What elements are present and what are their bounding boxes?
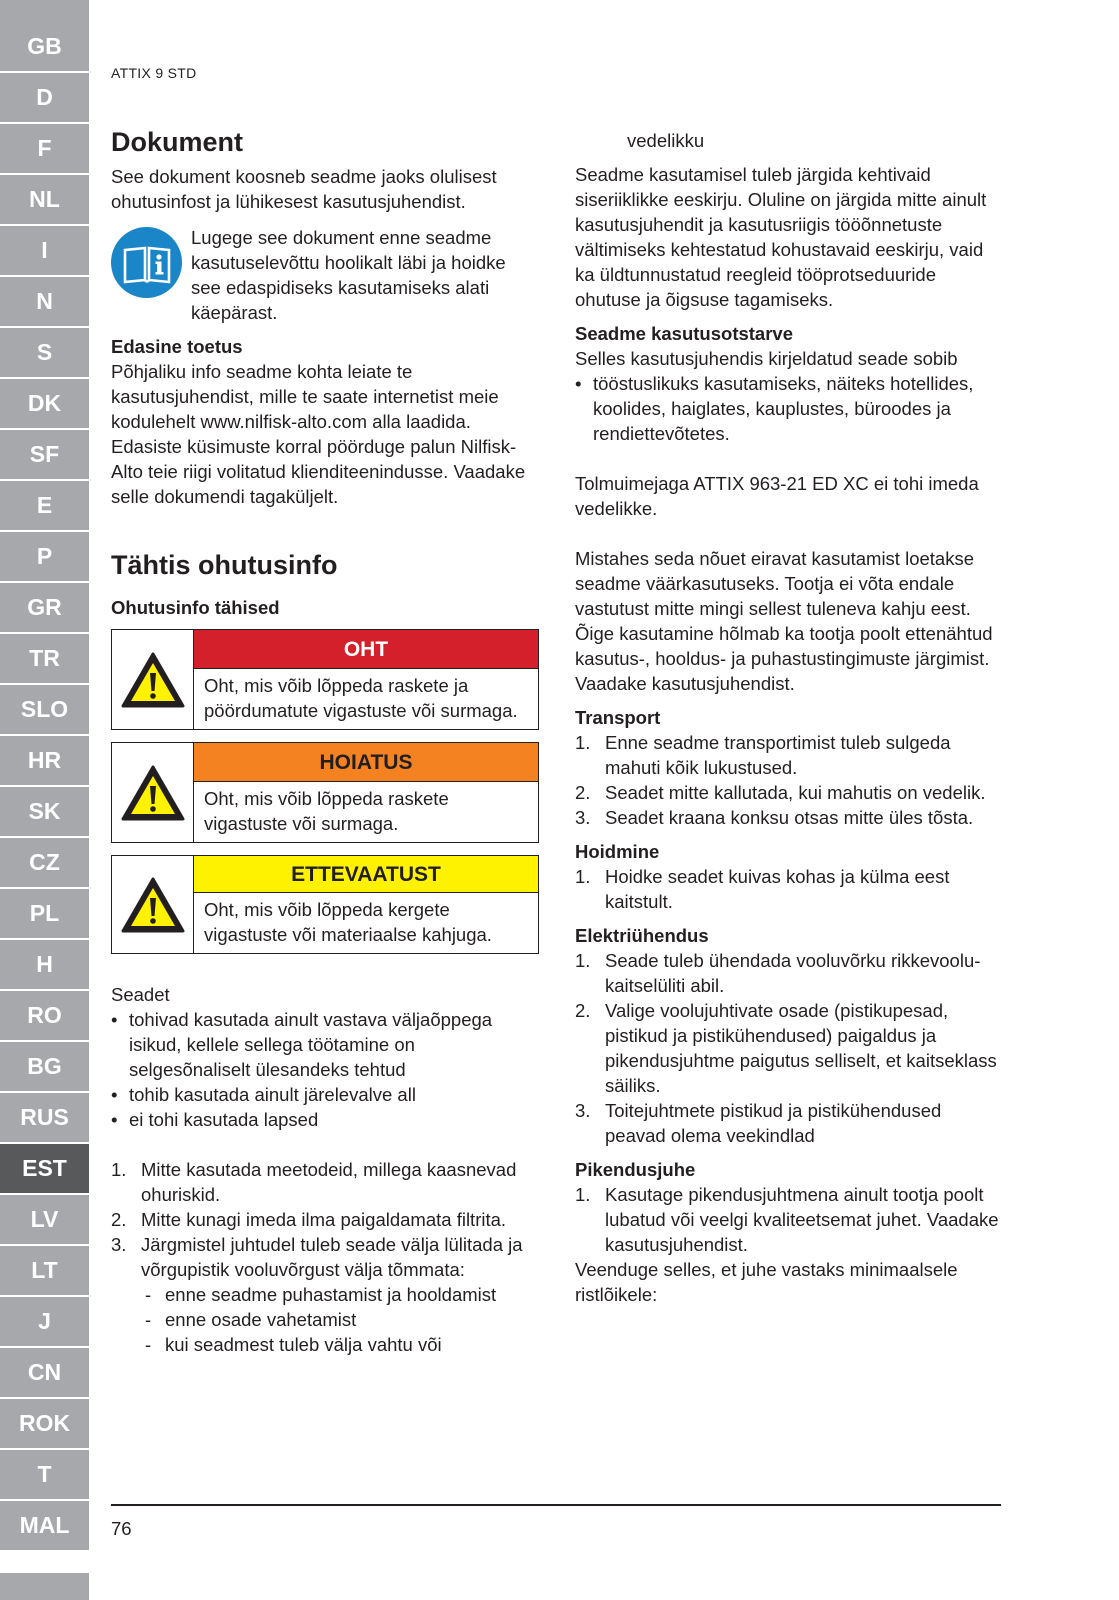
document-heading: Dokument <box>111 127 244 157</box>
lang-tab-gr[interactable]: GR <box>0 583 89 634</box>
lang-tab-ro[interactable]: RO <box>0 991 89 1042</box>
lang-tab-slo[interactable]: SLO <box>0 685 89 736</box>
model-header: ATTIX 9 STD <box>111 65 197 81</box>
warning-triangle-icon <box>112 630 194 729</box>
lang-tab-p[interactable]: P <box>0 532 89 583</box>
lang-tab-sf[interactable]: SF <box>0 430 89 481</box>
lang-tab-hr[interactable]: HR <box>0 736 89 787</box>
list-item: - enne seadme puhastamist ja hooldamist <box>145 1284 497 1305</box>
list-item: 1. Kasutage pikendusjuhtmena ainult tootja poolt lubatud või veelgi kvaliteetsemat juhet. Vaadake kasutusjuhendist. <box>575 1184 999 1255</box>
lang-tab-e[interactable]: E <box>0 481 89 532</box>
lang-tab-h[interactable]: H <box>0 940 89 991</box>
lang-tab-rus[interactable]: RUS <box>0 1093 89 1144</box>
warning-text: Oht, mis võib lõppeda raskete vigastuste või surmaga. <box>204 788 449 834</box>
list-item: 3. Toitejuhtmete pistikud ja pistikühendused peavad olema veekindlad <box>575 1100 942 1146</box>
read-manual-notice <box>111 225 539 325</box>
read-manual-icon-wrap <box>111 227 191 303</box>
list-item: • tööstuslikuks kasutamiseks, näiteks hotellides, koolides, haiglates, kauplustes, büroodes ja rendiettevõtetes. <box>575 373 974 444</box>
lang-tab-lv[interactable]: LV <box>0 1195 89 1246</box>
no-liquids-text: Tolmuimejaga ATTIX 963-21 ED XC ei tohi imeda vedelikke. <box>575 473 979 519</box>
caution-box <box>111 855 539 954</box>
list-item: 1. Hoidke seadet kuivas kohas ja külma eest kaitstult. <box>575 866 950 912</box>
lang-tab-j[interactable]: J <box>0 1297 89 1348</box>
lang-tab-cz[interactable]: CZ <box>0 838 89 889</box>
language-tab-strip <box>0 22 89 1552</box>
lang-tab-rok[interactable]: ROK <box>0 1399 89 1450</box>
read-manual-icon <box>111 227 182 298</box>
warning-title: HOIATUS <box>194 743 538 782</box>
lang-tab-s[interactable]: S <box>0 328 89 379</box>
transport-heading: Transport <box>575 707 661 728</box>
danger-warning-box <box>111 629 539 730</box>
lang-tab-gb[interactable]: GB <box>0 22 89 73</box>
list-item: 2. Seadet mitte kallutada, kui mahutis on vedelik. <box>575 782 986 803</box>
sidebar-bottom-fill <box>0 1573 89 1600</box>
lang-tab-nl[interactable]: NL <box>0 175 89 226</box>
lang-tab-tr[interactable]: TR <box>0 634 89 685</box>
danger-title: OHT <box>194 630 538 669</box>
cross-section-text: Veenduge selles, et juhe vastaks minimaalsele ristlõikele: <box>575 1259 958 1305</box>
safety-heading: Tähtis ohutusinfo <box>111 550 338 580</box>
lang-tab-lt[interactable]: LT <box>0 1246 89 1297</box>
list-item: 1. Seade tuleb ühendada vooluvõrku rikkevoolu-kaitselüliti abil. <box>575 950 981 996</box>
lang-tab-bg[interactable]: BG <box>0 1042 89 1093</box>
lang-tab-cn[interactable]: CN <box>0 1348 89 1399</box>
sidebar-top-fill <box>0 0 89 22</box>
device-intro: Seadet <box>111 984 170 1005</box>
warning-triangle-icon <box>112 743 194 842</box>
lang-tab-d[interactable]: D <box>0 73 89 124</box>
safety-symbols-heading: Ohutusinfo tähised <box>111 597 280 618</box>
electric-heading: Elektriühendus <box>575 925 709 946</box>
list-item: 1. Mitte kasutada meetodeid, millega kaasnevad ohuriskid. <box>111 1159 517 1205</box>
list-item: 3. Järgmistel juhtudel tuleb seade välja lülitada ja võrgupistik vooluvõrgust välja tõmmata: <box>111 1234 523 1280</box>
list-item: 2. Valige voolujuhtivate osade (pistikupesad, pistikud ja pistikühendused) paigaldus ja pikendusjuhtme paigutus selliselt, et kaitseklass säiliks. <box>575 1000 997 1096</box>
caution-text: Oht, mis võib lõppeda kergete vigastuste või materiaalse kahjuga. <box>204 899 492 945</box>
list-item: • tohivad kasutada ainult vastava väljaõppega isikud, kellele sellega töötamine on selgesõnaliselt ülesandeks tehtud <box>111 1009 493 1080</box>
warning-triangle-icon <box>112 856 194 953</box>
lang-tab-dk[interactable]: DK <box>0 379 89 430</box>
extension-heading: Pikendusjuhe <box>575 1159 696 1180</box>
purpose-heading: Seadme kasutusotstarve <box>575 323 793 344</box>
lang-tab-t[interactable]: T <box>0 1450 89 1501</box>
document-intro: See dokument koosneb seadme jaoks olulisest ohutusinfost ja lühikesest kasutusjuhendist. <box>111 166 497 212</box>
right-column <box>575 128 1005 1307</box>
lang-tab-n[interactable]: N <box>0 277 89 328</box>
list-item: - kui seadmest tuleb välja vahtu või <box>145 1334 442 1355</box>
caution-title: ETTEVAATUST <box>194 856 538 893</box>
list-item: 3. Seadet kraana konksu otsas mitte üles tõsta. <box>575 807 974 828</box>
lang-tab-f[interactable]: F <box>0 124 89 175</box>
left-column <box>111 124 539 1357</box>
support-text: Põhjaliku info seadme kohta leiate te kasutusjuhendist, mille te saate internetist meie kodulehelt www.nilfisk-alto.com alla laadida. Edasiste küsimuste korral pöörduge palun Nilfisk-Alto teie riigi volitatud klienditeenindusse. Vaadake selle dokumendi tagaküljelt. <box>111 361 526 507</box>
list-item: 2. Mitte kunagi imeda ilma paigaldamata filtrita. <box>111 1209 507 1230</box>
lang-tab-pl[interactable]: PL <box>0 889 89 940</box>
list-item: • ei tohi kasutada lapsed <box>111 1109 319 1130</box>
purpose-text: Selles kasutusjuhendis kirjeldatud seade sobib <box>575 348 958 369</box>
list-item: - enne osade vahetamist <box>145 1309 357 1330</box>
continuation-text: vedelikku <box>627 130 705 151</box>
lang-tab-i[interactable]: I <box>0 226 89 277</box>
footer-rule <box>111 1504 1001 1506</box>
list-item: • tohib kasutada ainult järelevalve all <box>111 1084 416 1105</box>
regulations-text: Seadme kasutamisel tuleb järgida kehtivaid siseriiklikke eeskirju. Oluline on järgida mitte ainult kasutusjuhendit ja kasutusriigis tööõnnetuste vältimiseks kehtestatud kohustavaid eeskirju, vaid ka üldtunnustatud reegleid tööprotseduuride ohutuse ja õigsuse tagamiseks. <box>575 164 987 310</box>
list-item: 1. Enne seadme transportimist tuleb sulgeda mahuti kõik lukustused. <box>575 732 951 778</box>
storage-heading: Hoidmine <box>575 841 660 862</box>
support-heading: Edasine toetus <box>111 336 243 357</box>
read-manual-text: Lugege see dokument enne seadme kasutuselevõttu hoolikalt läbi ja hoidke see edaspidiseks kasutamiseks alati käepärast. <box>191 227 506 323</box>
proper-use-text: Õige kasutamine hõlmab ka tootja poolt ettenähtud kasutus-, hooldus- ja puhastustingimuste järgimist. Vaadake kasutusjuhendist. <box>575 623 993 694</box>
lang-tab-sk[interactable]: SK <box>0 787 89 838</box>
misuse-text: Mistahes seda nõuet eiravat kasutamist loetakse seadme väärkasutuseks. Tootja ei võta endale vastutust mitte mingi sellest tuleneva kahju eest. <box>575 548 974 619</box>
warning-box <box>111 742 539 843</box>
lang-tab-mal[interactable]: MAL <box>0 1501 89 1552</box>
page-number: 76 <box>111 1518 132 1539</box>
danger-text: Oht, mis võib lõppeda raskete ja pöördumatute vigastuste või surmaga. <box>204 675 518 721</box>
lang-tab-est[interactable]: EST <box>0 1144 89 1195</box>
